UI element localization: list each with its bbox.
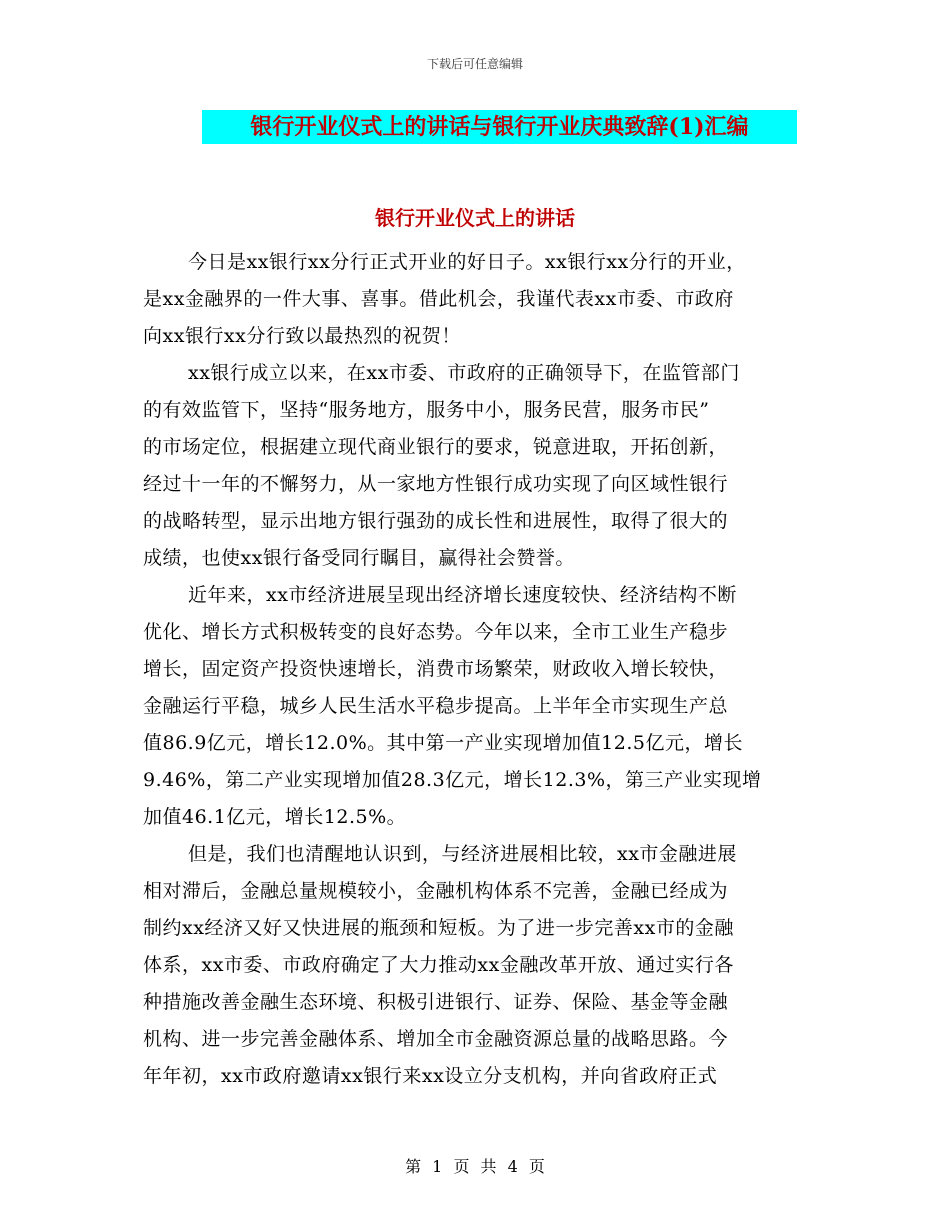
document-title: 银行开业仪式上的讲话与银行开业庆典致辞(1)汇编 xyxy=(202,110,797,144)
paragraph-line: 的战略转型，显示出地方银行强劲的成长性和进展性，取得了很大的 xyxy=(143,510,729,532)
paragraph-line: 增长，固定资产投资快速增长，消费市场繁荣，财政收入增长较快， xyxy=(143,658,729,680)
paragraph-line: 值86.9亿元，增长12.0%。其中第一产业实现增加值12.5亿元，增长 xyxy=(143,732,743,754)
paragraph-line: 9.46%，第二产业实现增加值28.3亿元，增长12.3%，第三产业实现增 xyxy=(143,769,762,791)
page-indicator: 第 1 页 共 4 页 xyxy=(405,1157,545,1176)
paragraph-line: xx银行成立以来，在xx市委、市政府的正确领导下，在监管部门 xyxy=(188,362,740,384)
paragraph-line: 机构、进一步完善金融体系、增加全市金融资源总量的战略思路。今 xyxy=(143,1028,729,1050)
paragraph-line: 成绩，也使xx银行备受同行瞩目，赢得社会赞誉。 xyxy=(143,547,575,569)
paragraph-line: 优化、增长方式积极转变的良好态势。今年以来，全市工业生产稳步 xyxy=(143,621,729,643)
header-note: 下载后可任意编辑 xyxy=(426,57,523,71)
paragraph-line: 金融运行平稳，城乡人民生活水平稳步提高。上半年全市实现生产总 xyxy=(143,695,729,717)
paragraph-line: 年年初，xx市政府邀请xx银行来xx设立分支机构，并向省政府正式 xyxy=(143,1065,718,1087)
paragraph-line: 种措施改善金融生态环境、积极引进银行、证券、保险、基金等金融 xyxy=(143,991,729,1013)
paragraph-line: 制约xx经济又好又快进展的瓶颈和短板。为了进一步完善xx市的金融 xyxy=(143,917,734,939)
paragraph-line: 但是，我们也清醒地认识到，与经济进展相比较，xx市金融进展 xyxy=(188,843,737,865)
paragraph-line: 是xx金融界的一件大事、喜事。借此机会，我谨代表xx市委、市政府 xyxy=(143,288,734,310)
paragraph-line: 的市场定位，根据建立现代商业银行的要求，锐意进取，开拓创新， xyxy=(143,436,729,458)
paragraph-line: 今日是xx银行xx分行正式开业的好日子。xx银行xx分行的开业， xyxy=(188,251,746,273)
paragraph-line: 相对滞后，金融总量规模较小，金融机构体系不完善，金融已经成为 xyxy=(143,880,729,902)
section-title: 银行开业仪式上的讲话 xyxy=(375,206,575,230)
paragraph-line: 经过十一年的不懈努力，从一家地方性银行成功实现了向区域性银行 xyxy=(143,473,729,495)
paragraph-line: 近年来，xx市经济进展呈现出经济增长速度较快、经济结构不断 xyxy=(188,584,737,606)
paragraph-line: 加值46.1亿元，增长12.5%。 xyxy=(143,806,407,828)
paragraph-line: 向xx银行xx分行致以最热烈的祝贺！ xyxy=(143,325,461,347)
paragraph-line: 体系，xx市委、市政府确定了大力推动xx金融改革开放、通过实行各 xyxy=(143,954,734,976)
paragraph-line: 的有效监管下，坚持“服务地方，服务中小，服务民营，服务市民” xyxy=(143,399,710,421)
body-text xyxy=(143,244,808,1095)
